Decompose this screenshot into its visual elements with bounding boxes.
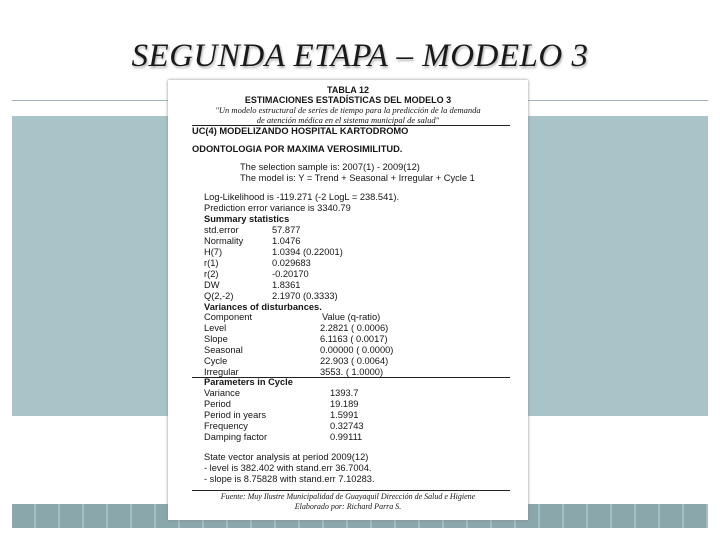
cycle-row-label: Variance [204, 388, 241, 398]
variance-row-label: Level [204, 323, 227, 333]
cycle-row-label: Damping factor [204, 432, 268, 442]
table-document [168, 80, 528, 520]
sample-line: The selection sample is: 2007(1) - 2009(12) [240, 162, 420, 172]
summary-row-value: 0.029683 [272, 258, 311, 268]
summary-heading: Summary statistics [204, 214, 290, 224]
variance-row-value: 0.00000 ( 0.0000) [320, 345, 394, 355]
summary-row-value: 57.877 [272, 225, 301, 235]
cycle-row-label: Period [204, 399, 231, 409]
variance-row-label: Seasonal [204, 345, 243, 355]
model-line: The model is: Y = Trend + Seasonal + Irregular + Cycle 1 [240, 173, 475, 183]
variance-row-value: 2.2821 ( 0.0006) [320, 323, 389, 333]
summary-row-value: 1.8361 [272, 280, 301, 290]
table-heading: ESTIMACIONES ESTADÍSTICAS DEL MODELO 3 [244, 95, 452, 105]
divider-bottom [192, 490, 510, 491]
variance-row-value: 6.1163 ( 0.0017) [320, 334, 388, 344]
summary-row-label: DW [204, 280, 220, 290]
summary-row-value: 1.0394 (0.22001) [272, 247, 343, 257]
unit-line: UC(4) MODELIZANDO HOSPITAL KARTODROMO [192, 126, 409, 136]
level-line: - level is 382.402 with stand.err 36.7004. [204, 463, 372, 473]
variances-heading: Variances of disturbances. [204, 302, 322, 312]
state-vector-line: State vector analysis at period 2009(12) [204, 452, 369, 462]
cycle-row-label: Period in years [204, 410, 267, 420]
loglik-line: Log-Likelihood is -119.271 (-2 LogL = 238.541). [204, 192, 400, 202]
cycle-row-value: 1393.7 [330, 388, 359, 398]
slope-line: - slope is 8.75828 with stand.err 7.10283. [204, 474, 375, 484]
summary-row-label: r(2) [204, 269, 219, 279]
summary-row-value: 1.0476 [272, 236, 301, 246]
table-label: TABLA 12 [326, 85, 369, 95]
summary-row-label: Normality [204, 236, 244, 246]
summary-row-label: std.error [204, 225, 239, 235]
summary-row-label: r(1) [204, 258, 219, 268]
variance-row-value: 22.903 ( 0.0064) [320, 356, 389, 366]
prediction-line: Prediction error variance is 3340.79 [204, 203, 351, 213]
summary-row-label: Q(2,-2) [204, 291, 234, 301]
summary-row-value: -0.20170 [272, 269, 309, 279]
cycle-row-value: 0.32743 [330, 421, 364, 431]
table-subtitle-2: de atención médica en el sistema municipal de salud" [256, 115, 440, 125]
method-line: ODONTOLOGIA POR MAXIMA VEROSIMILITUD. [192, 144, 403, 154]
summary-row-value: 2.1970 (0.3333) [272, 291, 338, 301]
cycle-row-value: 19.189 [330, 399, 359, 409]
variance-row-label: Irregular [204, 367, 239, 377]
author-line: Elaborado por: Richard Parra S. [294, 502, 402, 511]
variance-row-label: Slope [204, 334, 228, 344]
variances-col-component: Component [204, 312, 253, 322]
variance-row-label: Cycle [204, 356, 228, 366]
cycle-row-value: 1.5991 [330, 410, 359, 420]
summary-row-label: H(7) [204, 247, 223, 257]
slide-title: SEGUNDA ETAPA – MODELO 3 [131, 38, 589, 74]
table-subtitle-1: "Un modelo estructural de series de tiempo para la predicción de la demanda [215, 105, 481, 115]
variance-row-value: 3553. ( 1.0000) [320, 367, 384, 377]
variances-col-value: Value (q-ratio) [322, 312, 381, 322]
cycle-row-label: Frequency [204, 421, 248, 431]
source-line: Fuente: Muy Ilustre Municipalidad de Guayaquil Dirección de Salud e Higiene [220, 492, 476, 501]
cycle-row-value: 0.99111 [330, 432, 363, 442]
cycle-heading: Parameters in Cycle [204, 377, 293, 387]
